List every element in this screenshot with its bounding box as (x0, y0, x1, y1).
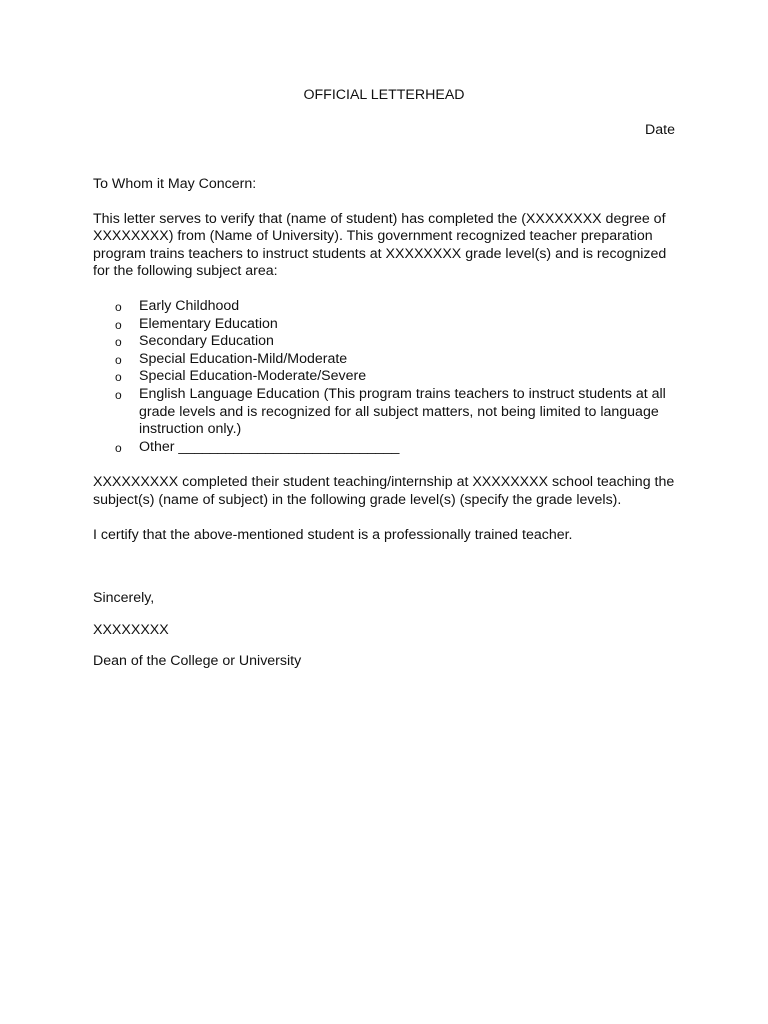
subject-label: Special Education-Moderate/Severe (139, 368, 367, 385)
verification-paragraph: This letter serves to verify that (name of student) has completed the (XXXXXXXX degree of XXXXXXXX) from (Name of University). This government recognized teacher preparation program trains teachers to instruct students at XXXXXXXX grade level(s) and is recognized for the following subject area: (93, 210, 667, 280)
subject-label: Early Childhood (139, 297, 240, 314)
subject-label: Special Education-Mild/Moderate (139, 350, 348, 367)
subject-label: English Language Education (This program trains teachers to instruct students at all grade levels and is recognized for all subject matters, not being limited to language instruction only.) (139, 385, 666, 438)
bullet-icon: o (115, 370, 122, 385)
signer-name: XXXXXXXX (93, 621, 169, 638)
bullet-icon: o (115, 352, 122, 367)
bullet-icon: o (115, 317, 122, 332)
bullet-icon: o (115, 299, 122, 314)
letter-body (93, 176, 677, 671)
closing: Sincerely, (93, 590, 155, 607)
bullet-icon: o (115, 440, 122, 455)
letterhead-title: OFFICIAL LETTERHEAD (303, 87, 465, 103)
signer-title: Dean of the College or University (93, 653, 302, 670)
list-item (93, 351, 677, 369)
list-item (93, 298, 677, 316)
bullet-icon: o (115, 335, 122, 350)
list-item (93, 439, 677, 457)
subject-label: Other ____________________________ (139, 438, 400, 455)
list-item (93, 316, 677, 334)
list-item (93, 333, 677, 351)
bullet-icon: o (115, 387, 122, 402)
salutation: To Whom it May Concern: (93, 176, 257, 192)
list-item (93, 386, 677, 439)
internship-paragraph: XXXXXXXXX completed their student teaching/internship at XXXXXXXX school teaching the subject(s) (name of subject) in the following grade level(s) (specify the grade levels). (93, 474, 675, 508)
subject-area-list (93, 298, 677, 456)
date-line: Date (645, 122, 675, 138)
subject-label: Elementary Education (139, 315, 278, 332)
list-item (93, 368, 677, 386)
subject-label: Secondary Education (139, 333, 274, 350)
certification-paragraph: I certify that the above-mentioned student is a professionally trained teacher. (93, 526, 573, 543)
